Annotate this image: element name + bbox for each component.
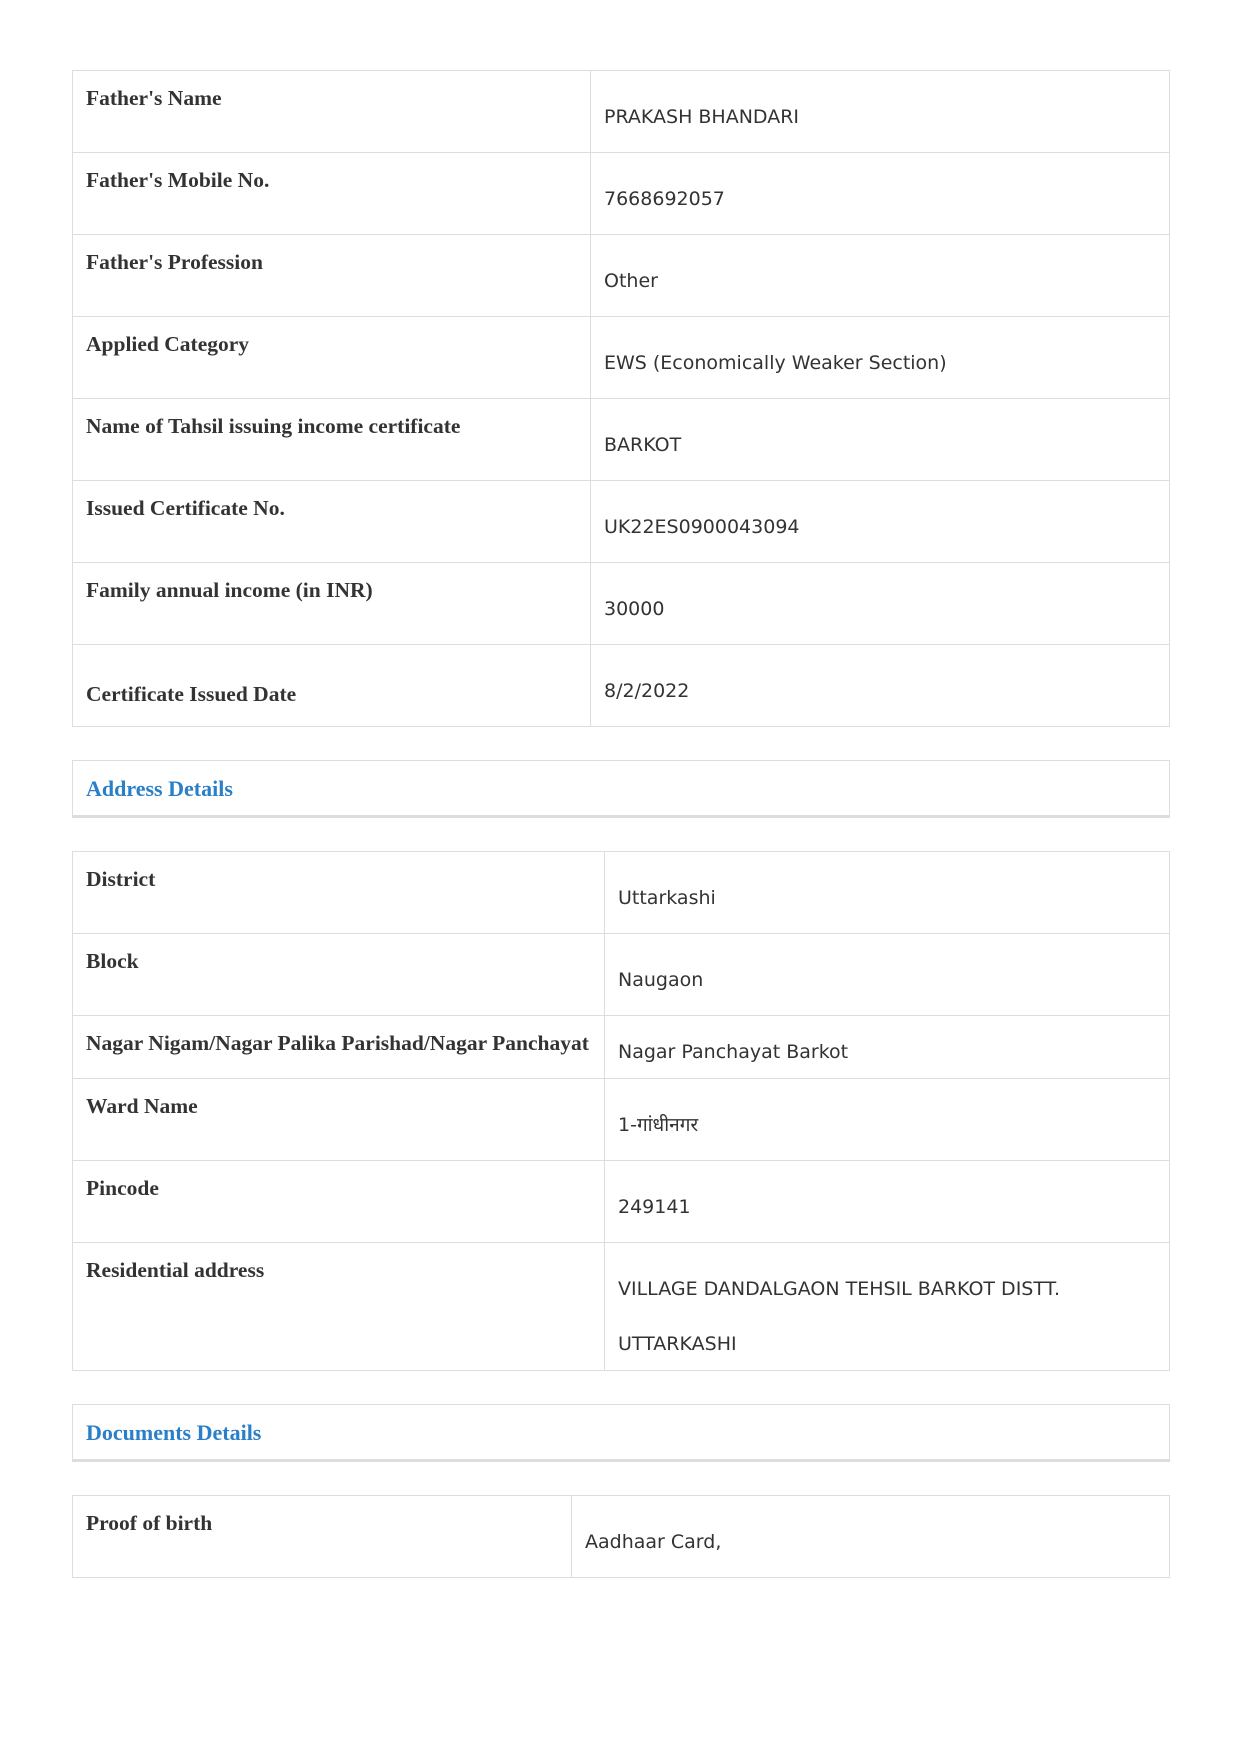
field-value: 1-गांधीनगर xyxy=(605,1079,1170,1161)
table-row xyxy=(73,235,1170,317)
field-label: Residential address xyxy=(73,1243,605,1371)
field-value: 30000 xyxy=(591,563,1170,645)
field-label: Block xyxy=(73,934,605,1016)
field-label: Father's Name xyxy=(73,71,591,153)
field-label: District xyxy=(73,852,605,934)
field-value: Naugaon xyxy=(605,934,1170,1016)
application-details-page xyxy=(72,70,1170,1578)
field-label: Proof of birth xyxy=(73,1496,572,1578)
table-row xyxy=(73,1243,1170,1371)
field-label: Nagar Nigam/Nagar Palika Parishad/Nagar Panchayat xyxy=(73,1016,605,1079)
field-label: Applied Category xyxy=(73,317,591,399)
section-heading-documents: Documents Details xyxy=(72,1404,1170,1462)
field-value: 7668692057 xyxy=(591,153,1170,235)
field-value: Uttarkashi xyxy=(605,852,1170,934)
table-row xyxy=(73,1496,1170,1578)
table-row xyxy=(73,1016,1170,1079)
field-label: Issued Certificate No. xyxy=(73,481,591,563)
field-label: Ward Name xyxy=(73,1079,605,1161)
table-row xyxy=(73,71,1170,153)
field-value: BARKOT xyxy=(591,399,1170,481)
field-label: Family annual income (in INR) xyxy=(73,563,591,645)
field-label: Certificate Issued Date xyxy=(73,645,591,727)
table-row xyxy=(73,1079,1170,1161)
table-row xyxy=(73,563,1170,645)
table-row xyxy=(73,934,1170,1016)
family-details-table xyxy=(72,70,1170,727)
field-value: 249141 xyxy=(605,1161,1170,1243)
table-row xyxy=(73,399,1170,481)
field-value: Nagar Panchayat Barkot xyxy=(605,1016,1170,1079)
documents-details-table xyxy=(72,1495,1170,1578)
table-row xyxy=(73,852,1170,934)
field-value: EWS (Economically Weaker Section) xyxy=(591,317,1170,399)
table-row xyxy=(73,153,1170,235)
table-row xyxy=(73,645,1170,727)
address-line-1: VILLAGE DANDALGAON TEHSIL BARKOT DISTT. xyxy=(618,1278,1061,1300)
field-label: Father's Mobile No. xyxy=(73,153,591,235)
table-row xyxy=(73,481,1170,563)
field-label: Father's Profession xyxy=(73,235,591,317)
table-row xyxy=(73,317,1170,399)
field-value: PRAKASH BHANDARI xyxy=(591,71,1170,153)
address-details-table xyxy=(72,851,1170,1371)
field-label: Name of Tahsil issuing income certificate xyxy=(73,399,591,481)
field-value: Aadhaar Card, xyxy=(572,1496,1170,1578)
field-value: 8/2/2022 xyxy=(591,645,1170,727)
field-value: UK22ES0900043094 xyxy=(591,481,1170,563)
field-label: Pincode xyxy=(73,1161,605,1243)
section-heading-address: Address Details xyxy=(72,760,1170,818)
field-value xyxy=(605,1243,1170,1371)
address-line-2: UTTARKASHI xyxy=(618,1333,737,1355)
table-row xyxy=(73,1161,1170,1243)
field-value: Other xyxy=(591,235,1170,317)
